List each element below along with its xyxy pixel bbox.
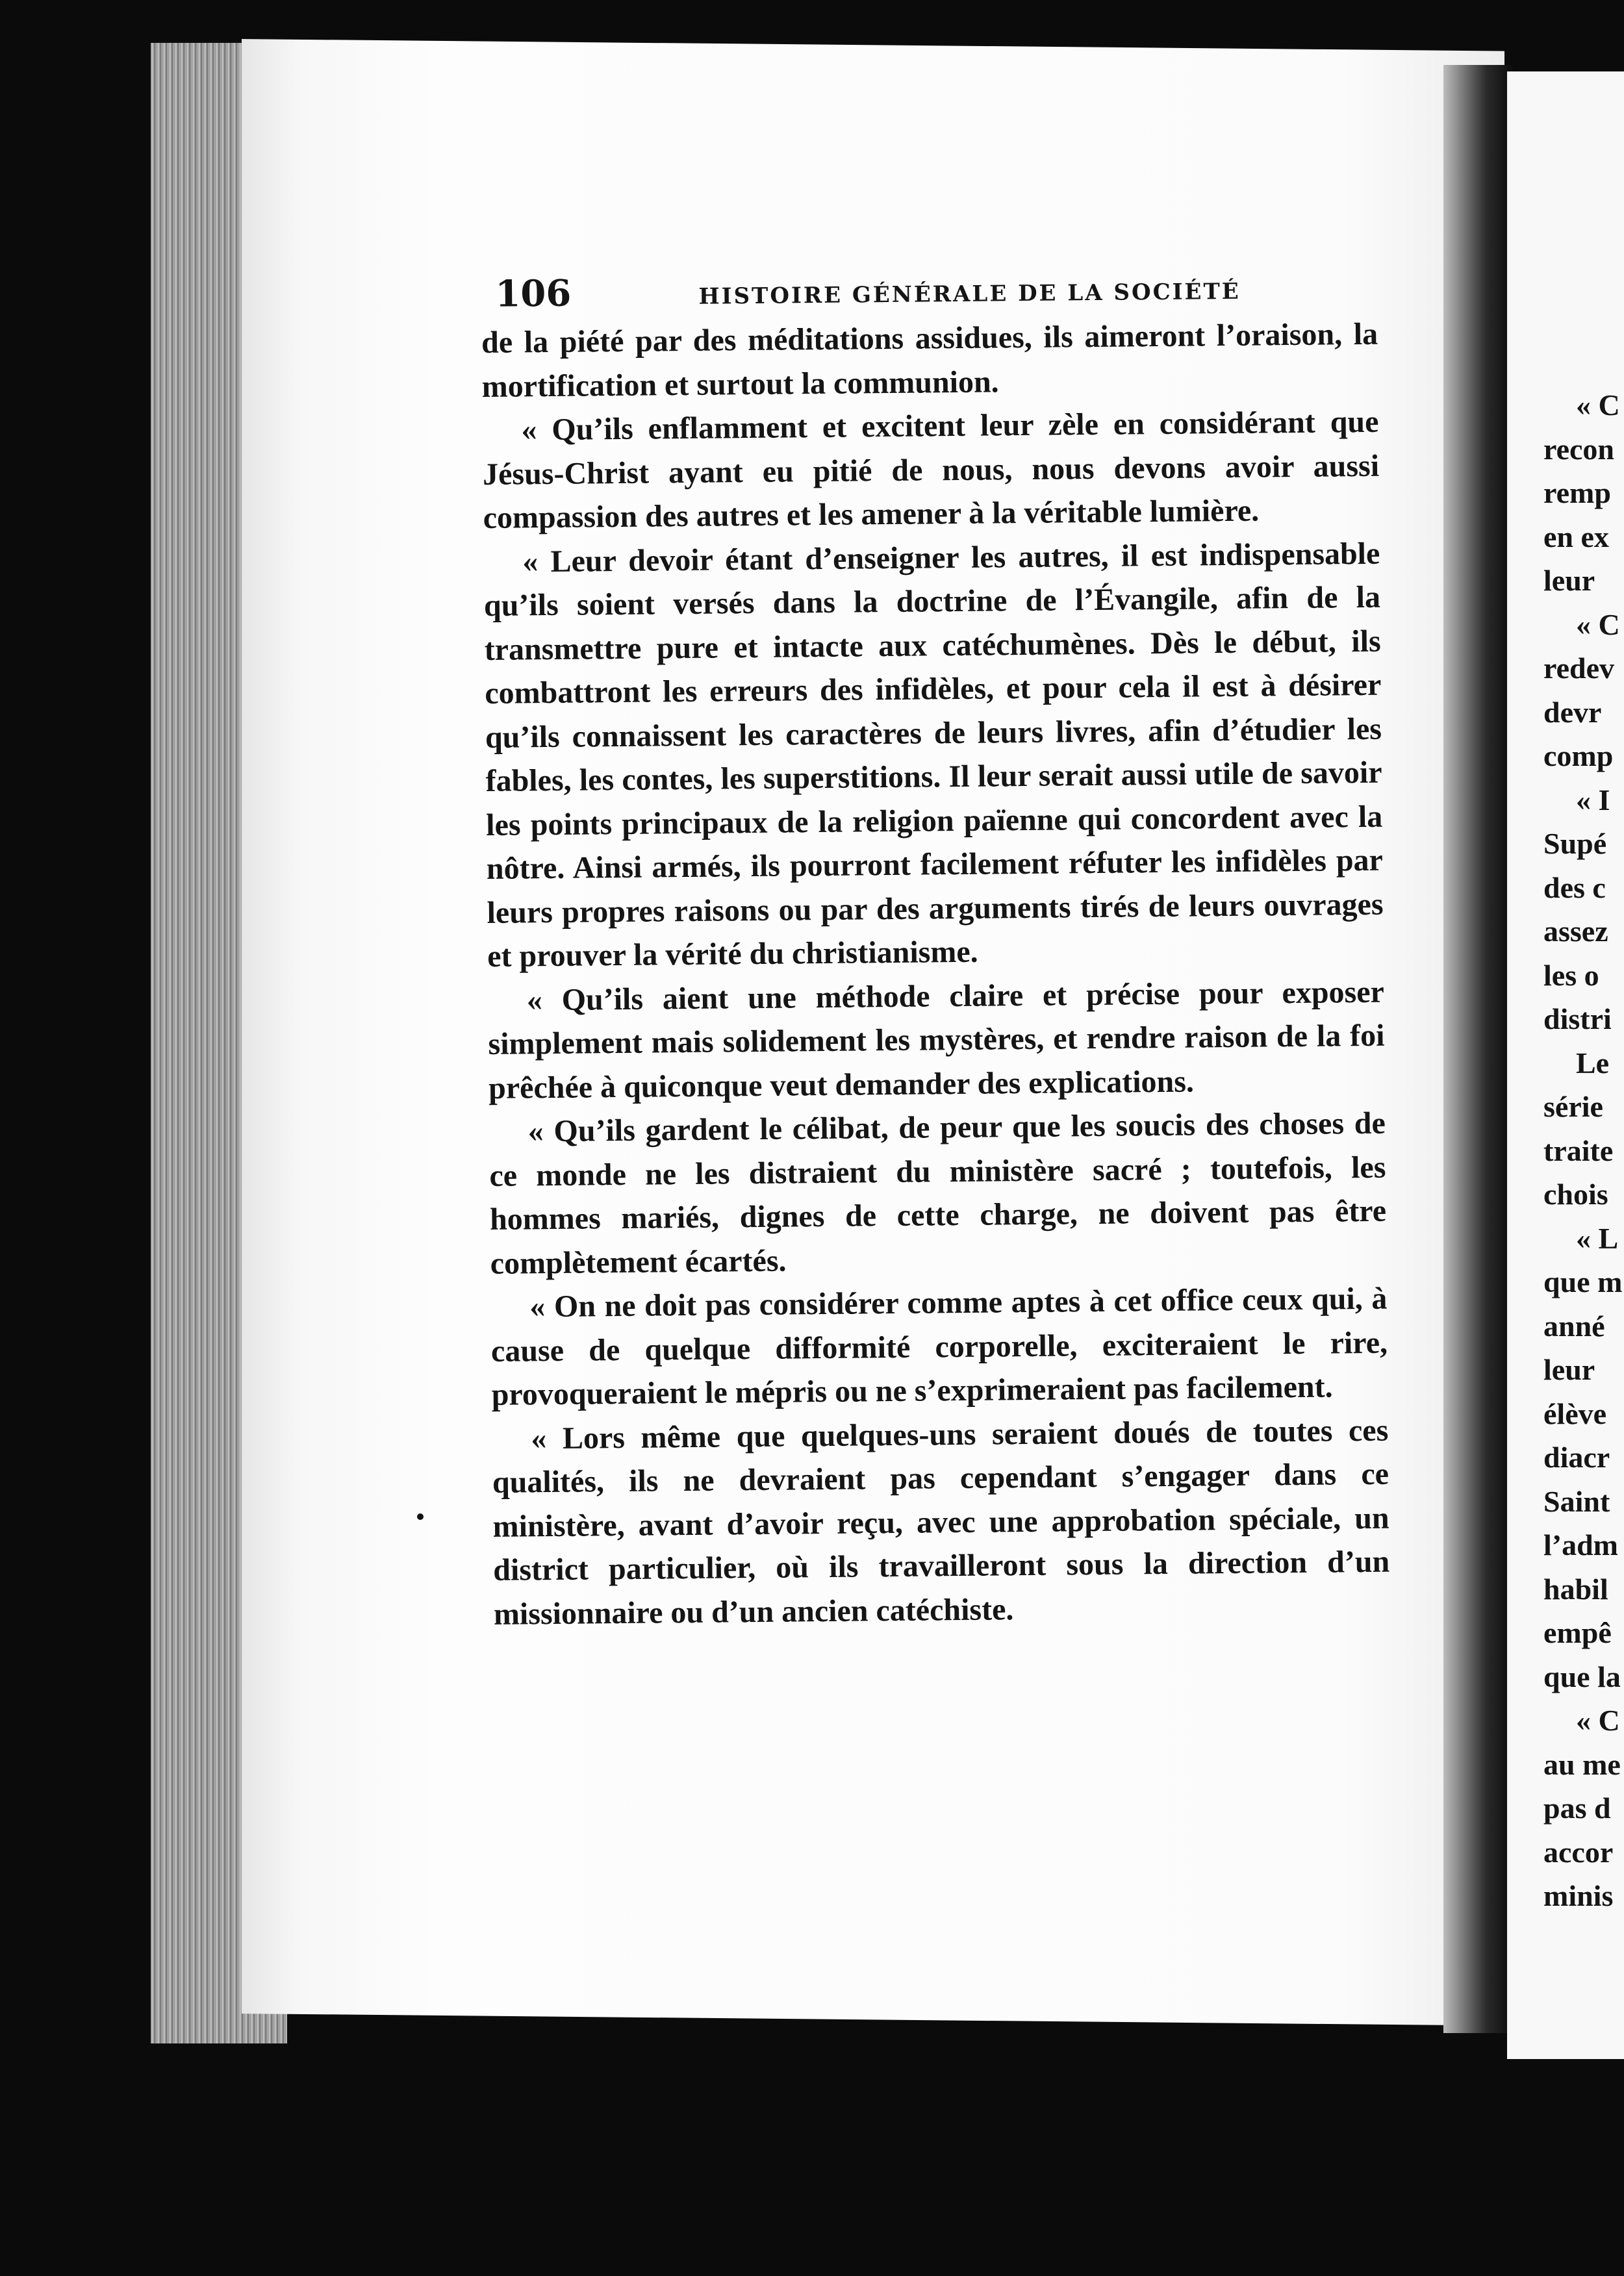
running-head: HISTOIRE GÉNÉRALE DE LA SOCIÉTÉ	[698, 278, 1241, 310]
right-page-line: diacr	[1543, 1441, 1610, 1474]
right-page-line: les o	[1543, 958, 1599, 992]
right-page-line: « C	[1576, 607, 1620, 641]
right-page-line: empê	[1543, 1616, 1612, 1649]
right-page-text	[1543, 383, 1624, 1918]
right-page-line: au me	[1543, 1747, 1621, 1781]
right-page-line: « C	[1576, 1704, 1620, 1737]
right-page-line: « I	[1576, 783, 1610, 816]
right-page-line: chois	[1543, 1178, 1608, 1211]
right-page-line: remp	[1543, 476, 1611, 509]
paragraph: « Leur devoir étant d’enseigner les autres, il est indispensable qu’ils soient versés dans la doctrine de l’Évangile, afin de la transmettre pure et intacte aux catéchumènes. Dès le début, ils combattront les erreurs des infidèles, et pour cela il est à désirer qu’ils connaissent les caractères de leurs livres, afin d’étudier les fables, les contes, les superstitions. Il leur serait aussi utile de savoir les points principaux de la religion païenne qui concordent avec la nôtre. Ainsi armés, ils pourront facilement réfuter les infidèles par leurs propres raisons ou par des arguments tirés de leurs ouvrages et prouver la vérité du christianisme.	[483, 536, 1384, 974]
right-page-line: leur	[1543, 564, 1595, 597]
right-page-line: habil	[1543, 1572, 1608, 1606]
body-text	[481, 312, 1390, 1636]
right-page-line: anné	[1543, 1309, 1605, 1343]
right-page-line: Supé	[1543, 827, 1607, 860]
ink-speck	[417, 1513, 424, 1520]
right-page-line: assez	[1543, 915, 1608, 948]
right-page-line: série	[1543, 1090, 1603, 1123]
right-page-line: en ex	[1543, 520, 1609, 553]
right-page-line: l’adm	[1543, 1528, 1618, 1562]
book-gutter	[1443, 65, 1515, 2033]
right-page-line: « C	[1576, 388, 1620, 422]
paragraph: « On ne doit pas considérer comme aptes à cet office ceux qui, à cause de quelque difformité corporelle, exciteraient le rire, provoqueraient le mépris ou ne s’exprimeraient pas facilement.	[490, 1281, 1388, 1412]
right-page-line: distri	[1543, 1002, 1612, 1035]
right-page-line: comp	[1543, 739, 1614, 772]
right-page-line: minis	[1543, 1879, 1614, 1912]
paragraph: de la piété par des méditations assidues, ils aimeront l’oraison, la mortification et surtout la communion.	[481, 316, 1378, 404]
right-page-line: traite	[1543, 1133, 1614, 1167]
page-header	[481, 258, 1378, 321]
page-number: 106	[495, 272, 572, 316]
right-page-line: des c	[1543, 870, 1606, 904]
left-page-content	[481, 258, 1390, 1636]
right-page-line: pas d	[1543, 1791, 1611, 1825]
right-page-line: redev	[1543, 651, 1615, 685]
right-page-line: leur	[1543, 1353, 1595, 1386]
right-page-line: que la	[1543, 1660, 1621, 1693]
right-page-line: « L	[1576, 1221, 1619, 1255]
right-page-line: Le	[1576, 1046, 1610, 1080]
paragraph: « Qu’ils gardent le célibat, de peur que les soucis des choses de ce monde ne les distraient du ministère sacré ; toutefois, les hommes mariés, dignes de cette charge, ne doivent pas être complètement écartés.	[489, 1106, 1387, 1281]
paragraph: « Lors même que quelques-uns seraient doués de toutes ces qualités, ils ne devraient pas cependant s’engager dans ce ministère, avant d’avoir reçu, avec une approbation spéciale, un district particulier, où ils travailleront sous la direction d’un missionnaire ou d’un ancien catéchiste.	[492, 1413, 1390, 1632]
right-page-line: recon	[1543, 432, 1615, 466]
right-page-line: élève	[1543, 1397, 1607, 1430]
right-page-line: devr	[1543, 695, 1602, 729]
right-page-line: que m	[1543, 1265, 1623, 1298]
right-page-line: accor	[1543, 1835, 1614, 1869]
paragraph: « Qu’ils aient une méthode claire et précise pour exposer simplement mais solidement les mystères, et rendre raison de la foi prêchée à quiconque veut demander des explications.	[488, 974, 1385, 1106]
right-page-line: Saint	[1543, 1484, 1610, 1518]
paragraph: « Qu’ils enflamment et excitent leur zèle en considérant que Jésus-Christ ayant eu pitié de nous, nous devons avoir aussi compassion des autres et les amener à la véritable lumière.	[482, 404, 1380, 535]
